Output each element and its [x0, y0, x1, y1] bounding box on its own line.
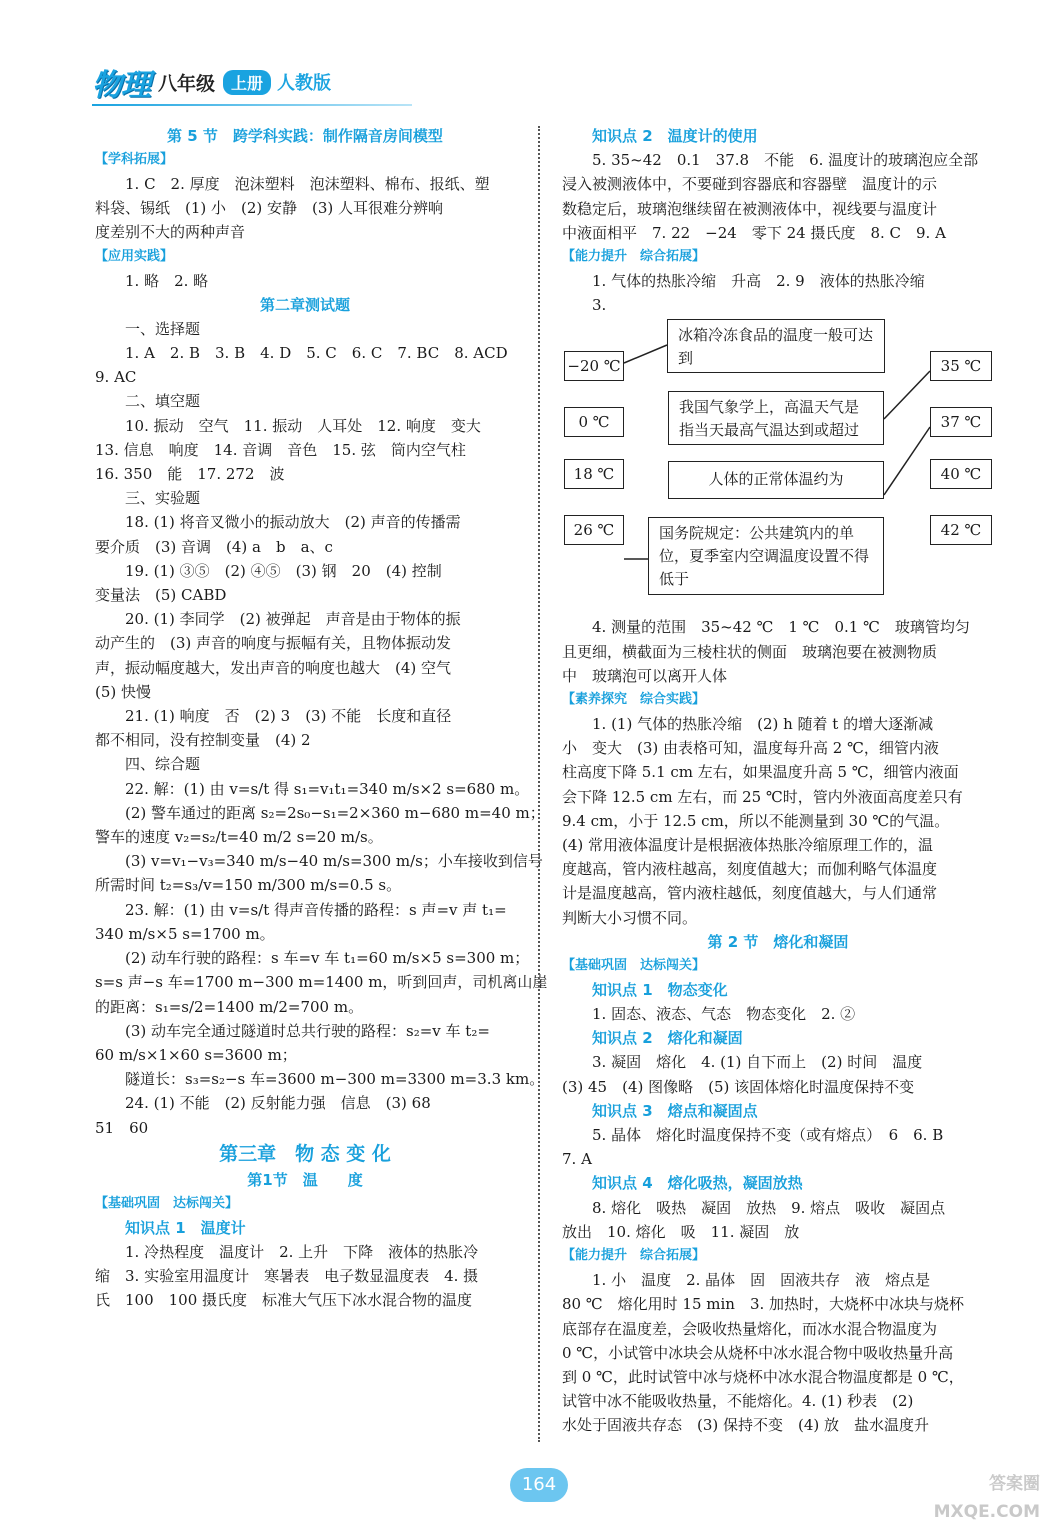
text-line: 1. 小 温度 2. 晶体 固 固液共存 液 熔点是 [592, 1271, 931, 1290]
text-line: 8. 熔化 吸热 凝固 放热 9. 熔点 吸收 凝固点 [592, 1198, 946, 1217]
statement-box-3: 人体的正常体温约为 [668, 461, 884, 499]
category-tag: 【基础巩固 达标闯关】 [95, 1195, 239, 1211]
text-line: 10. 振动 空气 11. 振动 人耳处 12. 响度 变大 [125, 416, 481, 435]
text-line: s=s 声−s 车=1700 m−300 m=1400 m，听到回声，司机离山崖 [95, 973, 548, 992]
category-tag: 【能力提升 综合拓展】 [562, 1248, 706, 1264]
text-line: 1. 固态、液态、气态 物态变化 2. ② [592, 1005, 856, 1024]
text-line: 度越高，管内液柱越高，刻度值越大；而伽利略气体温度 [562, 860, 938, 879]
section-heading: 第1节 温 度 [247, 1170, 363, 1189]
text-line: 隧道长：s₃=s₂−s 车=3600 m−300 m=3300 m=3.3 km。 [125, 1070, 545, 1089]
column-divider [538, 126, 540, 1442]
category-tag: 【学科拓展】 [95, 152, 174, 167]
section-heading: 第 2 节 熔化和凝固 [707, 932, 849, 951]
grade-label: 八年级 [158, 72, 216, 95]
category-tag: 【基础巩固 达标闯关】 [562, 957, 706, 973]
text-line: 7. A [562, 1150, 592, 1169]
header-rule [92, 104, 412, 106]
text-line: 1. 气体的热胀冷缩 升高 2. 9 液体的热胀冷缩 [592, 272, 925, 291]
text-line: 动产生的 (3) 声音的响度与振幅有关，且物体振动发 [95, 634, 452, 653]
statement-box-4: 国务院规定：公共建筑内的单位，夏季室内空调温度设置不得低于 [648, 517, 884, 595]
text-line: 60 m/s×1×60 s=3600 m； [95, 1045, 297, 1064]
left-column [95, 124, 548, 1313]
temperature-matching-diagram [562, 319, 1002, 609]
text-line: 水处于固液共存态 (3) 保持不变 (4) 放 盐水温度升 [562, 1416, 930, 1435]
text-line: 缩 3. 实验室用温度计 寒暑表 电子数显温度表 4. 摄 [95, 1267, 479, 1286]
text-line: 5. 35~42 0.1 37.8 不能 6. 温度计的玻璃泡应全部 [592, 151, 979, 170]
text-line: 22. 解：(1) 由 v=s/t 得 s₁=v₁t₁=340 m/s×2 s=680 m。 [125, 779, 530, 798]
right-top-text [562, 124, 994, 317]
section-heading: 第 5 节 跨学科实践：制作隔音房间模型 [167, 127, 443, 145]
text-line: 20. (1) 李同学 (2) 被弹起 声音是由于物体的振 [125, 610, 461, 629]
header [92, 62, 331, 102]
temp-box-right-2: 37 ℃ [930, 407, 992, 437]
text-line: 80 ℃ 熔化用时 15 min 3. 加热时，大烧杯中冰块与烧杯 [562, 1295, 965, 1314]
edition-label: 人教版 [277, 73, 332, 94]
text-line: 1. 冷热程度 温度计 2. 上升 下降 液体的热胀冷 [125, 1242, 479, 1261]
text-line: 警车的速度 v₂=s₂/t=40 m/2 s=20 m/s。 [95, 828, 383, 847]
text-line: 9.4 cm，小于 12.5 cm，所以不能测量到 30 ℃的气温。 [562, 811, 950, 830]
text-line: 四、综合题 [125, 755, 201, 774]
temp-box-right-3: 40 ℃ [930, 459, 992, 489]
text-line: 到 0 ℃，此时试管中冰与烧杯中冰水混合物温度都是 0 ℃， [562, 1367, 964, 1386]
text-line: 都不相同，没有控制变量 (4) 2 [95, 731, 311, 750]
volume-badge: 上册 [223, 70, 271, 95]
chapter-heading: 第三章 物 态 变 化 [219, 1142, 391, 1165]
text-line: 3. [592, 296, 607, 315]
text-line: 1. (1) 气体的热胀冷缩 (2) h 随着 t 的增大逐渐减 [592, 715, 934, 734]
text-line: 度差别不大的两种声音 [95, 223, 246, 242]
text-line: 中液面相平 7. 22 −24 零下 24 摄氏度 8. C 9. A [562, 223, 946, 242]
section-heading: 第二章测试题 [259, 295, 350, 314]
text-line: 9. AC [95, 368, 137, 387]
text-line: (5) 快慢 [95, 682, 152, 701]
knowledge-point-heading: 知识点 1 温度计 [125, 1218, 246, 1237]
text-line: 16. 350 能 17. 272 波 [95, 465, 285, 484]
text-line: 的距离：s₁=s/2=1400 m/2=700 m。 [95, 997, 364, 1016]
temp-box-right-1: 35 ℃ [930, 351, 992, 381]
category-tag: 【应用实践】 [95, 248, 174, 264]
text-line: 试管中冰不能吸收热量，不能熔化。4. (1) 秒表 (2) [562, 1392, 914, 1411]
text-line: 所需时间 t₂=s₃/v=150 m/300 m/s=0.5 s。 [95, 876, 402, 895]
text-line: 23. 解：(1) 由 v=s/t 得声音传播的路程：s 声=v 声 t₁= [125, 900, 507, 919]
knowledge-point-heading: 知识点 3 熔点和凝固点 [592, 1101, 758, 1120]
text-line: 0 ℃，小试管中冰块会从烧杯中冰水混合物中吸收热量升高 [562, 1343, 954, 1362]
text-line: 声，振动幅度越大，发出声音的响度也越大 (4) 空气 [95, 658, 452, 677]
text-line: 1. A 2. B 3. B 4. D 5. C 6. C 7. BC 8. ACD [125, 344, 508, 363]
knowledge-point-heading: 知识点 2 熔化和凝固 [592, 1029, 743, 1048]
text-line: 21. (1) 响度 否 (2) 3 (3) 不能 长度和直径 [125, 707, 452, 726]
text-line: 小 变大 (3) 由表格可知，温度每升高 2 ℃，细管内液 [562, 739, 939, 758]
knowledge-point-heading: 知识点 4 熔化吸热，凝固放热 [592, 1174, 803, 1193]
statement-box-2: 我国气象学上，高温天气是指当天最高气温达到或超过 [668, 391, 884, 445]
right-bottom-text [562, 615, 994, 1437]
text-line: 24. (1) 不能 (2) 反射能力强 信息 (3) 68 [125, 1094, 431, 1113]
text-line: (2) 警车通过的距离 s₂=2s₀−s₁=2×360 m−680 m=40 m； [125, 803, 545, 822]
right-column [562, 124, 994, 1438]
text-line: 要介质 (3) 音调 (4) a b a、c [95, 537, 333, 556]
watermark: 答案圈 MXQE.COM [933, 1474, 1040, 1522]
text-line: 二、填空题 [125, 392, 201, 411]
text-line: 判断大小习惯不同。 [562, 908, 698, 927]
text-line: 计是温度越高，管内液柱越低，刻度值越大，与人们通常 [562, 884, 938, 903]
text-line: 340 m/s×5 s=1700 m。 [95, 924, 275, 943]
text-line: 中 玻璃泡可以离开人体 [562, 666, 728, 685]
category-tag: 【素养探究 综合实践】 [562, 692, 706, 708]
text-line: 18. (1) 将音叉微小的振动放大 (2) 声音的传播需 [125, 513, 461, 532]
text-line: 51 60 [95, 1118, 149, 1137]
text-line: (3) 动车完全通过隧道时总共行驶的路程：s₂=v 车 t₂= [125, 1021, 490, 1040]
temp-box-right-4: 42 ℃ [930, 515, 992, 545]
text-line: 1. 略 2. 略 [125, 271, 209, 290]
text-line: 变量法 (5) CABD [95, 586, 227, 605]
text-line: 且更细，横截面为三棱柱状的侧面 玻璃泡要在被测物质 [562, 642, 938, 661]
temp-box-left-1: −20 ℃ [564, 351, 624, 381]
text-line: 4. 测量的范围 35~42 ℃ 1 ℃ 0.1 ℃ 玻璃管均匀 [592, 618, 970, 637]
text-line: 13. 信息 响度 14. 音调 音色 15. 弦 筒内空气柱 [95, 440, 466, 459]
knowledge-point-heading: 知识点 1 物态变化 [592, 980, 728, 999]
page-number: 164 [510, 1468, 568, 1502]
brand-logo: 物理 [92, 68, 150, 103]
text-line: 底部存在温度差，会吸收热量熔化，而冰水混合物温度为 [562, 1319, 938, 1338]
text-line: 氏 100 100 摄氏度 标准大气压下冰水混合物的温度 [95, 1291, 473, 1310]
text-line: 一、选择题 [125, 319, 201, 338]
text-line: 放出 10. 熔化 吸 11. 凝固 放 [562, 1222, 800, 1241]
text-line: (4) 常用液体温度计是根据液体热胀冷缩原理工作的，温 [562, 836, 934, 855]
text-line: 19. (1) ③⑤ (2) ④⑤ (3) 钢 20 (4) 控制 [125, 561, 442, 580]
text-line: 料袋、锡纸 (1) 小 (2) 安静 (3) 人耳很难分辨响 [95, 199, 444, 218]
text-line: (2) 动车行驶的路程：s 车=v 车 t₁=60 m/s×5 s=300 m； [125, 949, 530, 968]
text-line: 三、实验题 [125, 489, 201, 508]
text-line: 柱高度下降 5.1 cm 左右，如果温度升高 5 ℃，细管内液面 [562, 763, 959, 782]
knowledge-point-heading: 知识点 2 温度计的使用 [592, 127, 758, 145]
category-tag: 【能力提升 综合拓展】 [562, 249, 706, 265]
temp-box-left-3: 18 ℃ [564, 459, 624, 489]
text-line: 浸入被测液体中，不要碰到容器底和容器壁 温度计的示 [562, 175, 938, 194]
text-line: (3) 45 (4) 图像略 (5) 该固体熔化时温度保持不变 [562, 1077, 915, 1096]
text-line: 3. 凝固 熔化 4. (1) 自下而上 (2) 时间 温度 [592, 1053, 923, 1072]
statement-box-1: 冰箱冷冻食品的温度一般可达到 [667, 319, 885, 373]
text-line: 1. C 2. 厚度 泡沫塑料 泡沫塑料、棉布、报纸、塑 [125, 175, 490, 193]
text-line: 5. 晶体 熔化时温度保持不变（或有熔点） 6 6. B [592, 1126, 944, 1145]
text-line: 会下降 12.5 cm 左右，而 25 ℃时，管内外液面高度差只有 [562, 787, 963, 806]
text-line: 数稳定后，玻璃泡继续留在被测液体中，视线要与温度计 [562, 199, 938, 218]
temp-box-left-2: 0 ℃ [564, 407, 624, 437]
temp-box-left-4: 26 ℃ [564, 515, 624, 545]
text-line: (3) v=v₁−v₃=340 m/s−40 m/s=300 m/s；小车接收到信号 [125, 852, 543, 871]
